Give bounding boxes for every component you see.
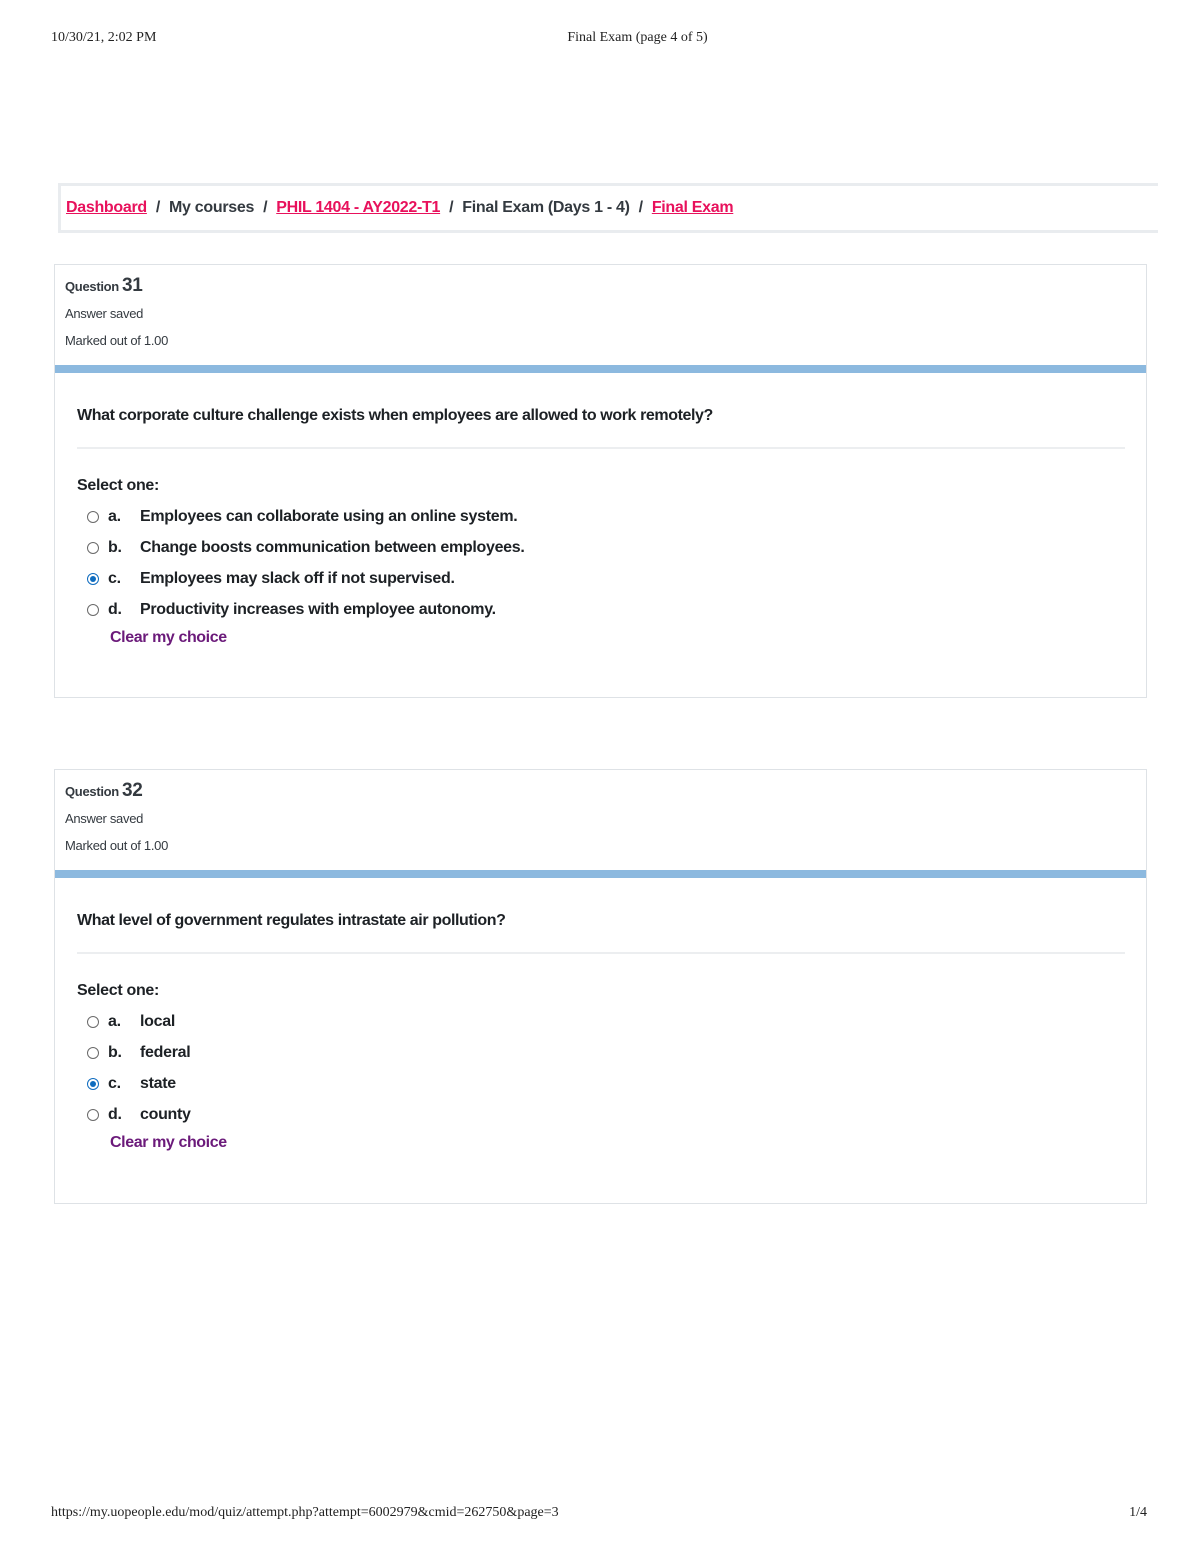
question-divider-bar	[55, 870, 1146, 878]
question-grade: Marked out of 1.00	[65, 838, 168, 853]
question-number: Question 32	[65, 780, 143, 801]
print-page-number: 1/4	[1129, 1505, 1147, 1520]
option-text: state	[140, 1074, 176, 1092]
print-url: https://my.uopeople.edu/mod/quiz/attempt.php?attempt=6002979&cmid=262750&page=3	[51, 1505, 559, 1520]
select-one-prompt: Select one:	[77, 982, 160, 999]
question-info	[55, 770, 1146, 870]
question-text: What level of government regulates intrastate air pollution?	[77, 878, 1125, 954]
breadcrumb-quiz-link[interactable]: Final Exam	[651, 199, 734, 216]
radio-button[interactable]	[87, 604, 99, 616]
radio-button-checked[interactable]	[87, 573, 99, 585]
question-content	[55, 878, 1146, 1182]
answer-option-d[interactable]	[77, 1099, 1125, 1130]
breadcrumb-separator: /	[155, 199, 161, 216]
option-text: Employees may slack off if not supervised.	[140, 569, 455, 587]
answer-option-a[interactable]	[77, 1006, 1125, 1037]
question-grade: Marked out of 1.00	[65, 333, 168, 348]
option-text: Employees can collaborate using an online system.	[140, 507, 518, 525]
clear-choice-link[interactable]: Clear my choice	[110, 629, 227, 646]
question-card	[54, 769, 1147, 1204]
print-header	[0, 30, 1200, 50]
question-content	[55, 373, 1146, 677]
option-letter: c.	[108, 569, 121, 587]
question-number: Question 31	[65, 275, 143, 296]
option-text: Change boosts communication between employees.	[140, 538, 525, 556]
radio-button-checked[interactable]	[87, 1078, 99, 1090]
answer-option-b[interactable]	[77, 1037, 1125, 1068]
radio-button[interactable]	[87, 542, 99, 554]
breadcrumb-section: Final Exam (Days 1 - 4)	[462, 199, 630, 216]
breadcrumb-my-courses: My courses	[169, 199, 255, 216]
clear-choice-link[interactable]: Clear my choice	[110, 1134, 227, 1151]
radio-button[interactable]	[87, 1047, 99, 1059]
option-letter: b.	[108, 538, 122, 556]
print-datetime: 10/30/21, 2:02 PM	[51, 30, 157, 45]
option-text: federal	[140, 1043, 191, 1061]
answer-option-c[interactable]	[77, 1068, 1125, 1099]
option-letter: a.	[108, 507, 121, 525]
breadcrumb	[58, 183, 1158, 233]
breadcrumb-separator: /	[638, 199, 643, 216]
print-footer	[0, 1505, 1200, 1525]
question-state: Answer saved	[65, 811, 144, 826]
breadcrumb-course-link[interactable]: PHIL 1404 - AY2022-T1	[276, 199, 441, 216]
answer-option-c[interactable]	[77, 563, 1125, 594]
question-state: Answer saved	[65, 306, 144, 321]
option-letter: b.	[108, 1043, 122, 1061]
question-text: What corporate culture challenge exists when employees are allowed to work remotely?	[77, 373, 1125, 449]
breadcrumb-dashboard-link[interactable]: Dashboard	[66, 199, 147, 216]
breadcrumb-separator: /	[449, 199, 454, 216]
question-divider-bar	[55, 365, 1146, 373]
answer-option-b[interactable]	[77, 532, 1125, 563]
question-info	[55, 265, 1146, 365]
option-text: Productivity increases with employee autonomy.	[140, 600, 496, 618]
option-letter: d.	[108, 1105, 122, 1123]
answer-option-d[interactable]	[77, 594, 1125, 625]
print-title: Final Exam (page 4 of 5)	[567, 30, 708, 45]
question-card	[54, 264, 1147, 698]
radio-button[interactable]	[87, 1016, 99, 1028]
option-letter: d.	[108, 600, 122, 618]
answer-option-a[interactable]	[77, 501, 1125, 532]
option-letter: c.	[108, 1074, 121, 1092]
option-text: county	[140, 1105, 191, 1123]
option-text: local	[140, 1012, 175, 1030]
breadcrumb-separator: /	[263, 199, 268, 216]
radio-button[interactable]	[87, 511, 99, 523]
select-one-prompt: Select one:	[77, 477, 160, 494]
radio-button[interactable]	[87, 1109, 99, 1121]
option-letter: a.	[108, 1012, 121, 1030]
